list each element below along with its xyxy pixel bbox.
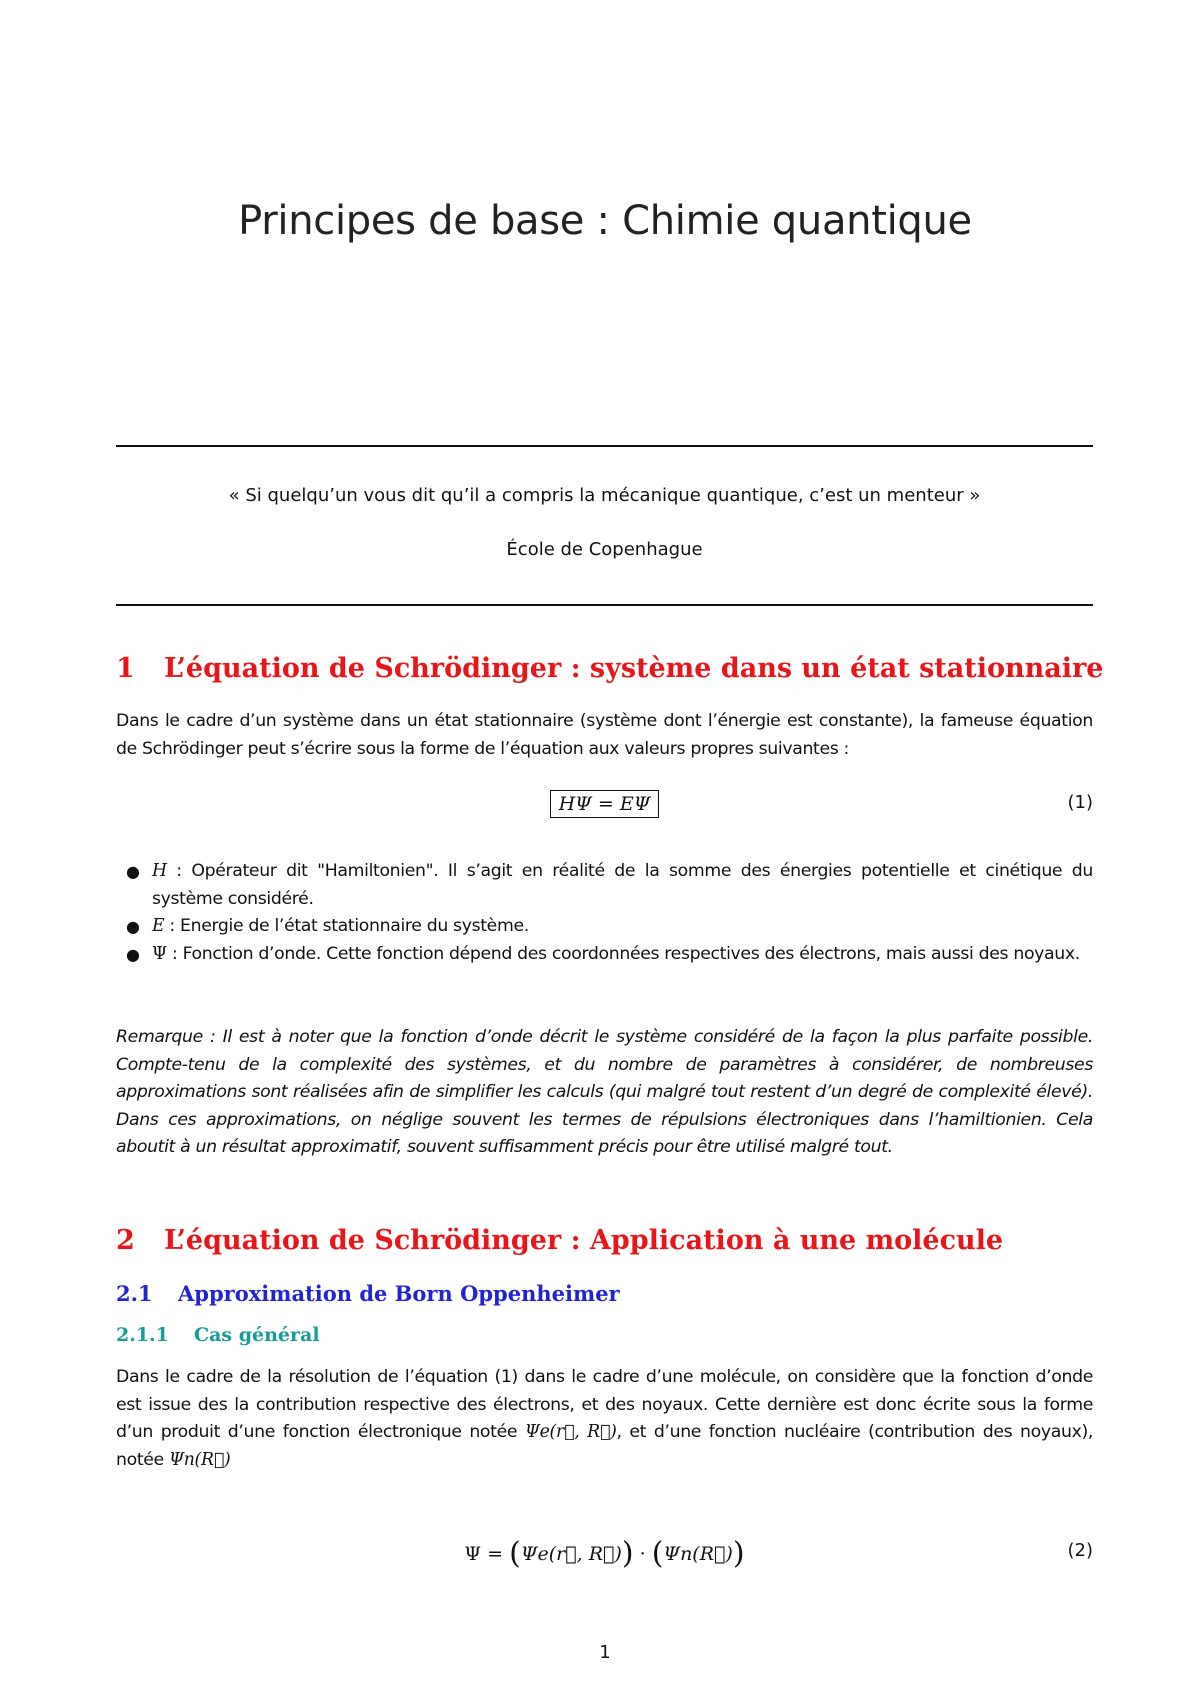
equation-2-term-nuclear: Ψn(R⃗) xyxy=(663,1543,733,1565)
page-number: 1 xyxy=(599,1642,611,1663)
equation-2-number: (2) xyxy=(1067,1540,1093,1561)
subsubsection-2-1-1-number: 2.1.1 xyxy=(116,1324,169,1346)
bullet-text: : Fonction d’onde. Cette fonction dépend des coordonnées respectives des électrons, mais aussi des noyaux. xyxy=(166,943,1080,964)
bullet-wavefunction xyxy=(116,941,1093,969)
section-1-number: 1 xyxy=(116,653,135,684)
bullet-symbol: E xyxy=(152,916,165,936)
equation-1-number: (1) xyxy=(1067,792,1093,813)
section-2-title: L’équation de Schrödinger : Application à une molécule xyxy=(164,1225,1004,1256)
section-1-bullet-list xyxy=(116,858,1093,968)
equation-2: Ψ = (Ψe(r⃗, R⃗)) · (Ψn(R⃗)) (2) xyxy=(464,1536,1093,1571)
subsection-2-1-title: Approximation de Born Oppenheimer xyxy=(178,1281,620,1306)
epigraph-author: École de Copenhague xyxy=(506,539,703,560)
equation-1-body: HΨ = EΨ xyxy=(550,790,660,818)
bullet-energy xyxy=(116,913,1093,941)
bullet-icon: ● xyxy=(126,862,140,881)
epigraph-bottom-rule xyxy=(116,604,1093,606)
subsubsection-2-1-1-heading xyxy=(116,1322,320,1348)
subsection-2-1-heading xyxy=(116,1280,620,1308)
bullet-text: : Opérateur dit "Hamiltonien". Il s’agit en réalité de la somme des énergies potentielle et cinétique du système considéré. xyxy=(152,861,1093,909)
subsection-2-1-number: 2.1 xyxy=(116,1281,153,1306)
bullet-icon: ● xyxy=(126,944,140,964)
equation-2-lhs: Ψ = xyxy=(464,1543,504,1565)
equation-2-dot: · xyxy=(639,1543,646,1565)
section-1-intro: Dans le cadre d’un système dans un état stationnaire (système dont l’énergie est constante), la fameuse équation de Schrödinger peut s’écrire sous la forme de l’équation aux valeurs propres suivantes : xyxy=(116,711,1093,759)
bullet-hamiltonian xyxy=(116,858,1093,913)
section-1-heading xyxy=(116,652,1103,686)
bullet-text: : Energie de l’état stationnaire du système. xyxy=(164,916,529,936)
bullet-symbol: Ψ xyxy=(152,943,167,964)
epigraph-top-rule xyxy=(116,445,1093,447)
equation-2-term-electronic: Ψe(r⃗, R⃗) xyxy=(520,1543,622,1565)
bullet-symbol: H xyxy=(152,861,167,881)
subsubsection-2-1-1-title: Cas général xyxy=(194,1324,320,1346)
bullet-icon: ● xyxy=(126,917,140,936)
subsubsection-2-1-1-paragraph xyxy=(116,1364,1093,1474)
paragraph-text-a: Dans le cadre de la résolution de l’équation (1) dans le cadre d’une molécule, on considère que la fonction d’onde est issue des la contribution respective des électrons, et des noyaux. Cette dernière est donc écrite sous la forme d’un produit d’une fonction électronique notée xyxy=(116,1367,1093,1442)
section-2-number: 2 xyxy=(116,1225,135,1256)
psi-electronic-inline: Ψe(r⃗, R⃗) xyxy=(524,1422,617,1442)
psi-nuclear-inline: Ψn(R⃗) xyxy=(168,1449,231,1470)
section-1-remark: Remarque : Il est à noter que la fonction d’onde décrit le système considéré de la façon la plus parfaite possible. Compte-tenu de la complexité des systèmes, et du nombre de paramètres à considérer, de nombreuses approximations sont réalisées afin de simplifier les calculs (qui malgré tout restent d’un degré de complexité élevé). Dans ces approximations, on néglige souvent les termes de répulsions électroniques dans l’hamiltionien. Cela aboutit à un résultat approximatif, souvent suffisamment précis pour être utilisé malgré tout. xyxy=(116,1027,1093,1157)
section-2-heading xyxy=(116,1224,1003,1258)
equation-1 xyxy=(116,788,1093,824)
paragraph-text-b: , et d’une fonction nucléaire (contribution des noyaux), notée xyxy=(116,1422,1093,1470)
section-1-title: L’équation de Schrödinger : système dans un état stationnaire xyxy=(164,653,1104,684)
document-title: Principes de base : Chimie quantique xyxy=(238,198,972,244)
epigraph-quote: « Si quelqu’un vous dit qu’il a compris la mécanique quantique, c’est un menteur » xyxy=(228,485,981,506)
